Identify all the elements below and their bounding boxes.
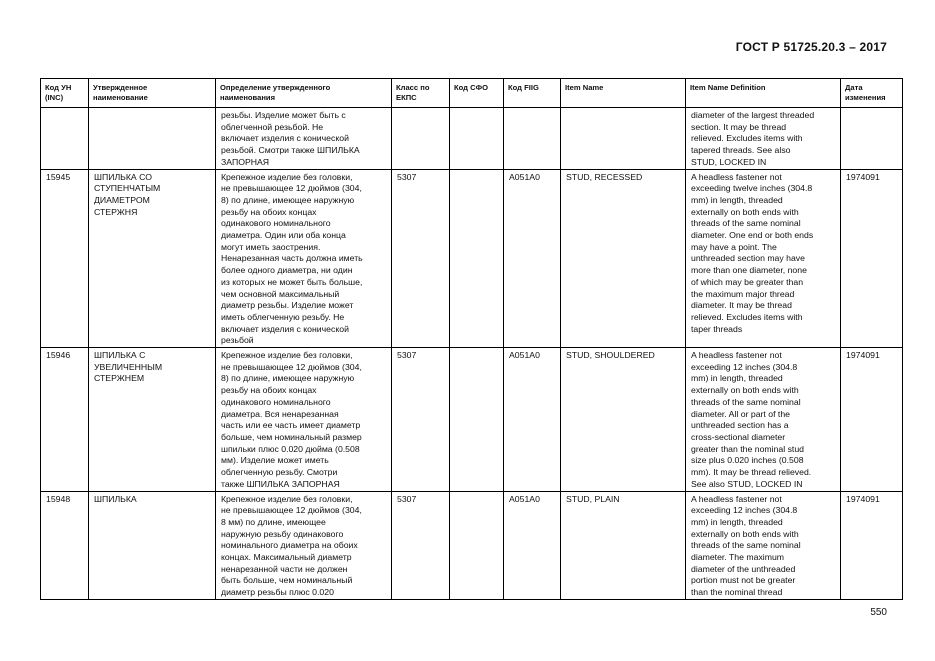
cell-line: 8 мм) по длине, имеющее	[221, 516, 326, 527]
cell-line: диаметра. Вся ненарезанная	[221, 408, 339, 419]
cell-line: номинального диаметра на обоих	[221, 540, 358, 551]
cell-line: See also STUD, LOCKED IN	[691, 478, 803, 489]
table-row	[41, 348, 903, 491]
cell-line: unthreaded section may have	[691, 253, 805, 264]
cell-line: 8) по длине, имеющее наружную	[221, 373, 355, 384]
cell-definition	[216, 491, 392, 599]
cell-line: чем основной максимальный	[221, 288, 340, 299]
cell-line: диаметра. Один или оба конца	[221, 230, 346, 241]
cell-line: включает изделия с конической	[221, 133, 349, 144]
cell-fiig-code	[504, 169, 561, 348]
standard-code: ГОСТ Р 51725.20.3 – 2017	[735, 40, 887, 54]
cell-line: of which may be greater than	[691, 276, 804, 287]
cell-line: 1974091	[846, 171, 880, 182]
cell-item-name-definition	[686, 348, 841, 491]
item-name-table	[40, 78, 903, 600]
cell-class	[392, 108, 450, 170]
cell-line: taper threads	[691, 323, 743, 334]
cell-line: ДИАМЕТРОМ	[94, 194, 150, 205]
cell-line: из которых не может быть больше,	[221, 276, 363, 287]
cell-line: diameter of the unthreaded	[691, 563, 796, 574]
cell-sfo-code	[450, 108, 504, 170]
cell-line: 5307	[397, 350, 417, 361]
cell-line: exceeding 12 inches (304.8	[691, 505, 798, 516]
header-approved-name: Утвержденное наименование	[89, 79, 216, 108]
cell-line: unthreaded section has a	[691, 420, 789, 431]
cell-item-name-definition	[686, 491, 841, 599]
cell-line: 5307	[397, 171, 417, 182]
cell-line: одинакового номинального	[221, 396, 331, 407]
cell-line: диаметр резьбы. Изделие может	[221, 300, 354, 311]
cell-line: threads of the same nominal	[691, 218, 801, 229]
cell-line: Крепежное изделие без головки,	[221, 171, 353, 182]
page-number: 550	[870, 607, 887, 618]
table-row	[41, 169, 903, 348]
cell-line: не превышающее 12 дюймов (304,	[221, 361, 362, 372]
header-item-name: Item Name	[561, 79, 686, 108]
cell-line: 8) по длине, имеющее наружную	[221, 194, 355, 205]
cell-line: резьбу на обоих концах	[221, 385, 317, 396]
cell-line: также ШПИЛЬКА ЗАПОРНАЯ	[221, 478, 340, 489]
cell-line: externally on both ends with	[691, 206, 799, 217]
cell-change-date	[841, 169, 903, 348]
cell-line: Крепежное изделие без головки,	[221, 493, 353, 504]
cell-fiig-code	[504, 348, 561, 491]
cell-line: мм). Изделие может иметь	[221, 455, 329, 466]
cell-class	[392, 348, 450, 491]
cell-sfo-code	[450, 348, 504, 491]
cell-line: relieved. Excludes items with	[691, 133, 803, 144]
cell-approved-name	[89, 169, 216, 348]
cell-fiig-code	[504, 491, 561, 599]
cell-line: быть больше, чем номинальный	[221, 575, 353, 586]
cell-sfo-code	[450, 491, 504, 599]
cell-line: 1974091	[846, 350, 880, 361]
cell-line: 5307	[397, 493, 417, 504]
cell-line: A051A0	[509, 350, 540, 361]
cell-line: одинакового номинального	[221, 218, 331, 229]
cell-line: более одного диаметра, ни один	[221, 265, 353, 276]
cell-line: exceeding twelve inches (304.8	[691, 183, 813, 194]
cell-line: ШПИЛЬКА С	[94, 350, 146, 361]
cell-line: облегченной резьбой. Не	[221, 121, 324, 132]
cell-line: mm). It may be thread relieved.	[691, 467, 812, 478]
cell-line: STUD, SHOULDERED	[566, 350, 655, 361]
cell-line: ненарезанной части не должен	[221, 563, 348, 574]
header-definition: Определение утвержденного наименования	[216, 79, 392, 108]
cell-approved-name	[89, 108, 216, 170]
cell-line: 15946	[46, 350, 71, 361]
cell-class	[392, 169, 450, 348]
cell-line: Крепежное изделие без головки,	[221, 350, 353, 361]
header-change-date: Дата изменения	[841, 79, 903, 108]
header-item-name-definition: Item Name Definition	[686, 79, 841, 108]
cell-inc	[41, 108, 89, 170]
header-class: Класс по ЕКПС	[392, 79, 450, 108]
cell-item-name	[561, 169, 686, 348]
cell-approved-name	[89, 348, 216, 491]
cell-class	[392, 491, 450, 599]
cell-line: диаметр резьбы плюс 0.020	[221, 587, 334, 598]
cell-line: externally on both ends with	[691, 528, 799, 539]
cell-line: the maximum major thread	[691, 288, 795, 299]
cell-inc	[41, 348, 89, 491]
cell-item-name	[561, 108, 686, 170]
cell-line: section. It may be thread	[691, 121, 787, 132]
cell-line: mm) in length, threaded	[691, 373, 783, 384]
cell-line: Ненарезанная часть должна иметь	[221, 253, 363, 264]
cell-line: diameter. All or part of the	[691, 408, 790, 419]
cell-line: A051A0	[509, 171, 540, 182]
cell-line: A headless fastener not	[691, 493, 782, 504]
table-row	[41, 108, 903, 170]
cell-line: mm) in length, threaded	[691, 194, 783, 205]
cell-line: СТУПЕНЧАТЫМ	[94, 183, 161, 194]
cell-line: не превышающее 12 дюймов (304,	[221, 505, 362, 516]
table-header-row	[41, 79, 903, 108]
cell-line: relieved. Excludes items with	[691, 311, 803, 322]
cell-item-name	[561, 348, 686, 491]
cell-line: A headless fastener not	[691, 171, 782, 182]
cell-line: diameter. The maximum	[691, 552, 785, 563]
cell-item-name-definition	[686, 169, 841, 348]
cell-item-name	[561, 491, 686, 599]
cell-line: than the nominal thread	[691, 587, 783, 598]
cell-line: externally on both ends with	[691, 385, 799, 396]
cell-line: облегченную резьбу. Смотри	[221, 467, 338, 478]
cell-line: mm) in length, threaded	[691, 516, 783, 527]
cell-line: cross-sectional diameter	[691, 431, 786, 442]
cell-line: diameter. It may be thread	[691, 300, 792, 311]
cell-line: STUD, RECESSED	[566, 171, 643, 182]
cell-line: иметь облегченную резьбу. Не	[221, 311, 345, 322]
cell-line: УВЕЛИЧЕННЫМ	[94, 361, 163, 372]
cell-line: часть или ее часть имеет диаметр	[221, 420, 361, 431]
cell-inc	[41, 169, 89, 348]
cell-line: STUD, LOCKED IN	[691, 156, 767, 167]
cell-line: STUD, PLAIN	[566, 493, 620, 504]
cell-line: A051A0	[509, 493, 540, 504]
cell-line: more than one diameter, none	[691, 265, 807, 276]
cell-line: резьбой. Смотри также ШПИЛЬКА	[221, 145, 360, 156]
cell-line: СТЕРЖНЯ	[94, 206, 138, 217]
cell-line: больше, чем номинальный размер	[221, 431, 362, 442]
cell-line: 15948	[46, 493, 71, 504]
cell-change-date	[841, 108, 903, 170]
table-row	[41, 491, 903, 599]
cell-definition	[216, 169, 392, 348]
header-sfo-code: Код СФО	[450, 79, 504, 108]
cell-line: не превышающее 12 дюймов (304,	[221, 183, 362, 194]
cell-line: СТЕРЖНЕМ	[94, 373, 145, 384]
cell-line: threads of the same nominal	[691, 540, 801, 551]
cell-fiig-code	[504, 108, 561, 170]
cell-line: size plus 0.020 inches (0.508	[691, 455, 804, 466]
cell-line: включает изделия с конической	[221, 323, 349, 334]
cell-change-date	[841, 348, 903, 491]
cell-line: резьбу на обоих концах	[221, 206, 317, 217]
cell-definition	[216, 348, 392, 491]
cell-line: exceeding 12 inches (304.8	[691, 361, 798, 372]
cell-line: ШПИЛЬКА СО	[94, 171, 152, 182]
cell-line: threads of the same nominal	[691, 396, 801, 407]
cell-line: portion must not be greater	[691, 575, 796, 586]
cell-inc	[41, 491, 89, 599]
cell-line: may have a point. The	[691, 241, 777, 252]
cell-line: могут иметь заострения.	[221, 241, 321, 252]
cell-line: diameter of the largest threaded	[691, 110, 815, 120]
cell-approved-name	[89, 491, 216, 599]
cell-line: 1974091	[846, 493, 880, 504]
cell-change-date	[841, 491, 903, 599]
cell-line: наружную резьбу одинакового	[221, 528, 344, 539]
cell-line: ЗАПОРНАЯ	[221, 156, 270, 167]
cell-line: шпильки плюс 0.020 дюйма (0.508	[221, 443, 360, 454]
cell-line: greater than the nominal stud	[691, 443, 805, 454]
cell-line: резьбы. Изделие может быть с	[221, 110, 346, 120]
cell-sfo-code	[450, 169, 504, 348]
cell-item-name-definition	[686, 108, 841, 170]
cell-line: A headless fastener not	[691, 350, 782, 361]
header-inc: Код УН (INC)	[41, 79, 89, 108]
cell-line: 15945	[46, 171, 71, 182]
cell-line: ШПИЛЬКА	[94, 493, 137, 504]
header-fiig-code: Код FIIG	[504, 79, 561, 108]
cell-line: резьбой	[221, 335, 254, 346]
cell-line: tapered threads. See also	[691, 145, 791, 156]
cell-line: diameter. One end or both ends	[691, 230, 814, 241]
cell-line: концах. Максимальный диаметр	[221, 552, 352, 563]
cell-definition	[216, 108, 392, 170]
